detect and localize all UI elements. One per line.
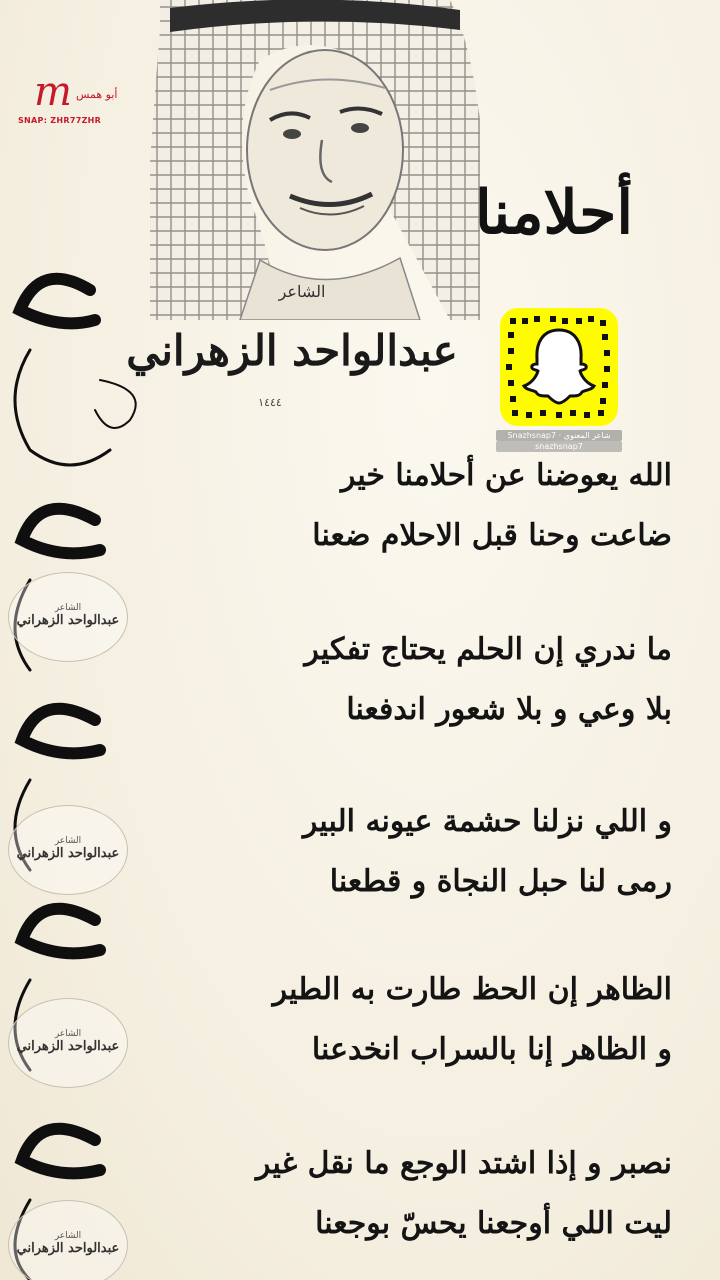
verse-line: الله يعوضنا عن أحلامنا خير bbox=[340, 458, 672, 493]
stamp-name: عبدالواحد الزهراني bbox=[16, 846, 120, 862]
poet-stamp bbox=[8, 805, 128, 895]
poem-verse bbox=[132, 620, 672, 740]
poem-verse bbox=[132, 446, 672, 566]
verse-line: ضاعت وحنا قبل الاحلام ضعنا bbox=[312, 518, 672, 553]
poem-verse bbox=[132, 960, 672, 1080]
verse-line: ليت اللي أوجعنا يحسّ بوجعنا bbox=[315, 1206, 672, 1241]
poet-stamp bbox=[8, 572, 128, 662]
stamp-label: الشاعر bbox=[54, 836, 82, 847]
poet-year: ١٤٤٤ bbox=[258, 396, 282, 409]
poem-verse bbox=[132, 1134, 672, 1254]
poem-title: أحلامنا bbox=[474, 178, 634, 248]
stamp-name: عبدالواحد الزهراني bbox=[16, 613, 120, 629]
verse-line: رمى لنا حبل النجاة و قطعنا bbox=[329, 864, 672, 899]
logo-snap-handle: SNAP: ZHR77ZHR bbox=[18, 116, 102, 125]
poet-label: الشاعر bbox=[278, 282, 326, 301]
stamp-label: الشاعر bbox=[54, 603, 82, 614]
poet-stamp bbox=[8, 1200, 128, 1280]
verse-line: و اللي نزلنا حشمة عيونه البير bbox=[302, 804, 672, 839]
verse-line: نصبر و إذا اشتد الوجع ما نقل غير bbox=[255, 1146, 672, 1181]
verse-line: و الظاهر إنا بالسراب انخدعنا bbox=[311, 1032, 672, 1067]
snapcode[interactable] bbox=[500, 308, 618, 426]
poet-stamp bbox=[8, 998, 128, 1088]
snapcode-username: Snazhsnap7 · شاعر المعنوي bbox=[496, 430, 622, 441]
stamp-name: عبدالواحد الزهراني bbox=[16, 1039, 120, 1055]
snapchat-ghost-icon bbox=[500, 308, 618, 426]
poet-name-calligraphy: عبدالواحد الزهراني bbox=[126, 326, 458, 375]
poet-portrait-sketch bbox=[150, 0, 480, 320]
stamp-label: الشاعر bbox=[54, 1231, 82, 1242]
snapcode-handle: snazhsnap7 bbox=[496, 441, 622, 452]
verse-line: الظاهر إن الحظ طارت به الطير bbox=[272, 972, 672, 1007]
poem-verse bbox=[132, 792, 672, 912]
verse-line: بلا وعي و بلا شعور اندفعنا bbox=[346, 692, 672, 727]
brand-logo bbox=[18, 69, 128, 132]
calligraphy-strokes bbox=[0, 250, 150, 1280]
stamp-name: عبدالواحد الزهراني bbox=[16, 1241, 120, 1257]
logo-arabic-name: أبو همس bbox=[76, 88, 118, 101]
logo-mark: m bbox=[34, 69, 72, 115]
verse-line: ما ندري إن الحلم يحتاج تفكير bbox=[304, 632, 672, 667]
stamp-label: الشاعر bbox=[54, 1029, 82, 1040]
calligraphy-ornament-column bbox=[0, 250, 150, 1280]
